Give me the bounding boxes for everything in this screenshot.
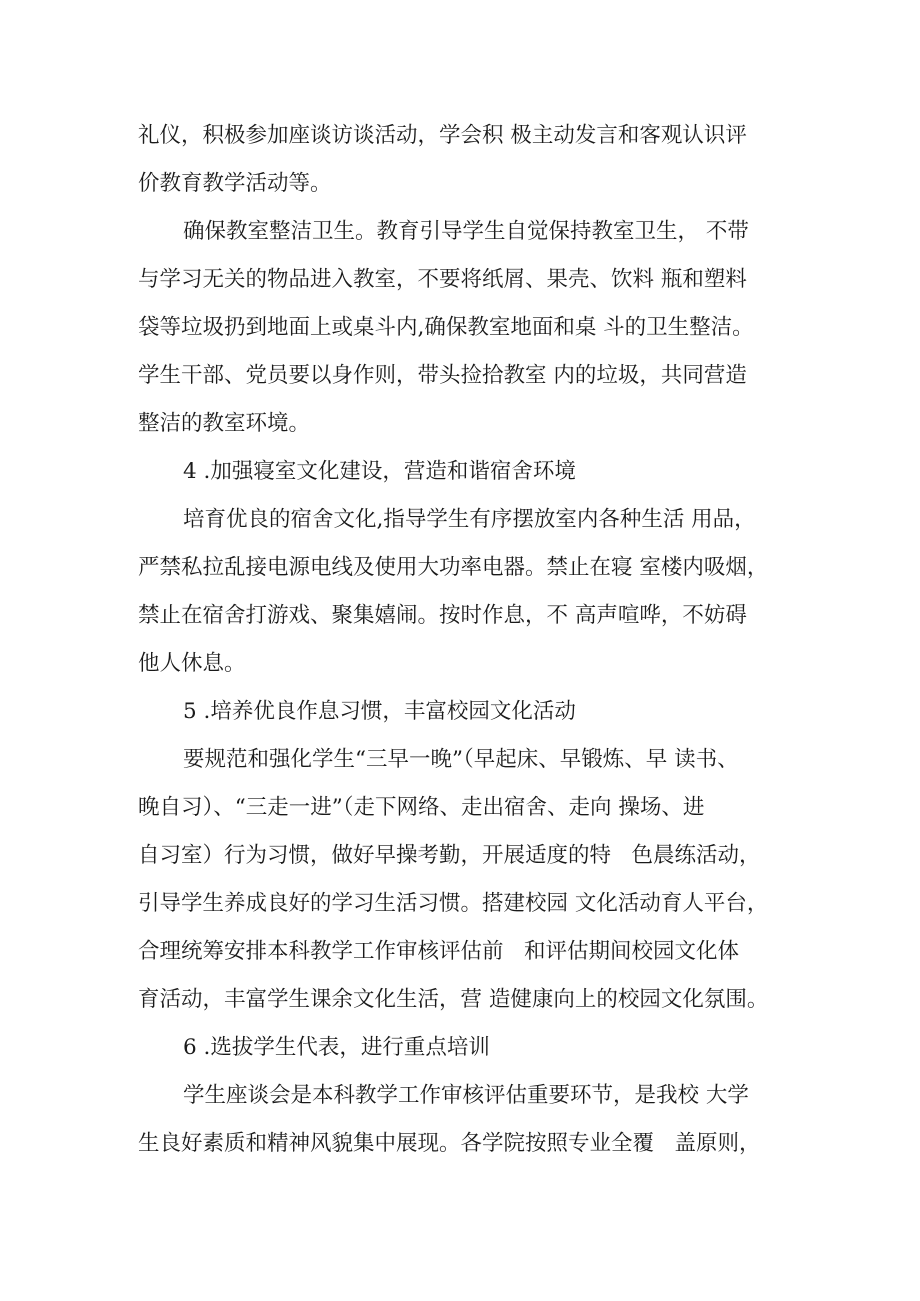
- text-line: 育活动，丰富学生课余文化生活，营 造健康向上的校园文化氛围。: [138, 987, 769, 1012]
- text-line: 与学习无关的物品进入教室，不要将纸屑、果壳、饮料 瓶和塑料: [138, 267, 747, 292]
- text-line: 整洁的教室环境。: [138, 411, 311, 436]
- text-line: 禁止在宿舍打游戏、聚集嬉闹。按时作息，不 高声喧哗，不妨碍: [138, 603, 747, 628]
- section-heading-4: 4 .加强寝室文化建设，营造和谐宿舍环境: [183, 459, 576, 484]
- paragraph-start-line: 学生座谈会是本科教学工作审核评估重要环节，是我校 大学: [183, 1083, 749, 1108]
- text-line: 学生干部、党员要以身作则，带头捡拾教室 内的垃圾，共同营造: [138, 363, 747, 388]
- text-line: 合理统筹安排本科教学工作审核评估前 和评估期间校园文化体: [138, 939, 740, 964]
- text-line: 他人休息。: [138, 651, 246, 676]
- text-line: 晚自习）、“三走一进”（走下网络、走出宿舍、走向 操场、进: [138, 795, 705, 820]
- text-line: 生良好素质和精神风貌集中展现。各学院按照专业全覆 盖原则，: [138, 1131, 761, 1156]
- paragraph-start-line: 确保教室整洁卫生。教育引导学生自觉保持教室卫生， 不带: [183, 219, 749, 244]
- text-line: 价教育教学活动等。: [138, 171, 332, 196]
- text-line: 引导学生养成良好的学习生活习惯。搭建校园 文化活动育人平台，: [138, 891, 769, 916]
- text-line: 自习室）行为习惯，做好早操考勤，开展适度的特 色晨练活动，: [138, 843, 761, 868]
- text-line: 礼仪，积极参加座谈访谈活动，学会积 极主动发言和客观认识评: [138, 123, 747, 148]
- paragraph-start-line: 要规范和强化学生“三早一晚”（早起床、早锻炼、早 读书、: [183, 747, 739, 772]
- text-line: 严禁私拉乱接电源电线及使用大功率电器。禁止在寝 室楼内吸烟，: [138, 555, 769, 580]
- document-body: [138, 112, 798, 1168]
- text-line: 袋等垃圾扔到地面上或桌斗内,确保教室地面和桌 斗的卫生整洁。: [138, 315, 754, 340]
- section-heading-5: 5 .培养优良作息习惯，丰富校园文化活动: [183, 699, 576, 724]
- section-heading-6: 6 .选拔学生代表，进行重点培训: [183, 1035, 490, 1060]
- paragraph-start-line: 培育优良的宿舍文化,指导学生有序摆放室内各种生活 用品，: [183, 507, 756, 532]
